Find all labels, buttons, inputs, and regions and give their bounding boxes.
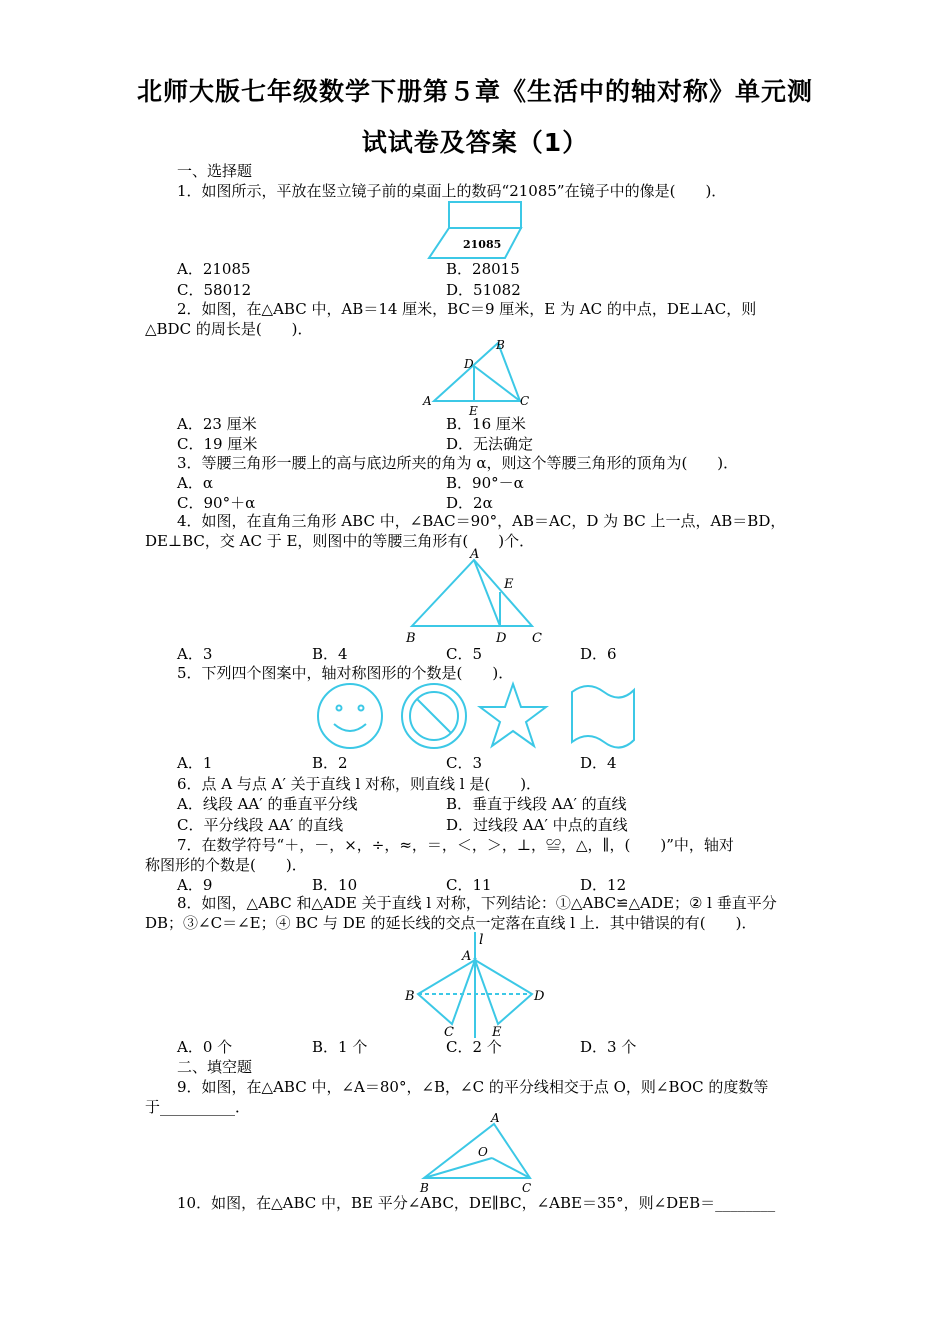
q9-stem-1: 9．如图，在△ABC 中，∠A＝80°，∠B，∠C 的平分线相交于点 O，则∠BOC 的度数等 xyxy=(177,1078,769,1096)
q5-option-c: C．3 xyxy=(446,754,483,772)
q1-option-d: D．51082 xyxy=(446,281,521,299)
q2-stem-1: 2．如图，在△ABC 中，AB＝14 厘米，BC＝9 厘米，E 为 AC 的中点，DE⊥AC，则 xyxy=(177,300,757,318)
q3-stem: 3．等腰三角形一腰上的高与底边所夹的角为 α，则这个等腰三角形的顶角为( )． xyxy=(177,454,739,472)
label-d: D xyxy=(464,357,474,371)
q6-option-b: B．垂直于线段 AA′ 的直线 xyxy=(446,795,627,813)
label-b: B xyxy=(405,989,415,1004)
q9-figure-bisectors xyxy=(414,1108,544,1194)
triangle-abc xyxy=(412,560,532,626)
q7-stem-2: 称图形的个数是( )． xyxy=(145,856,307,874)
q4-option-c: C．5 xyxy=(446,645,483,663)
q2-option-c: C．19 厘米 xyxy=(177,435,258,453)
q7-option-a: A．9 xyxy=(177,876,213,894)
q4-option-b: B．4 xyxy=(312,645,348,663)
q1-option-a: A．21085 xyxy=(177,260,251,278)
label-b: B xyxy=(420,1181,429,1194)
q2-figure-triangle xyxy=(420,335,535,417)
q5-stem: 5．下列四个图案中，轴对称图形的个数是( )． xyxy=(177,664,514,682)
label-o: O xyxy=(478,1145,488,1159)
q5-option-d: D．4 xyxy=(580,754,617,772)
q5-option-a: A．1 xyxy=(177,754,213,772)
q2-option-d: D．无法确定 xyxy=(446,435,534,453)
bisector-bo xyxy=(424,1158,492,1178)
q2-option-b: B．16 厘米 xyxy=(446,415,526,433)
label-a: A xyxy=(470,547,480,562)
title-line-1: 北师大版七年级数学下册第５章《生活中的轴对称》单元测 xyxy=(136,77,813,106)
q5-option-b: B．2 xyxy=(312,754,348,772)
q8-option-c: C．2 个 xyxy=(446,1038,502,1056)
q4-option-a: A．3 xyxy=(177,645,213,663)
mirror-shape xyxy=(449,202,521,228)
triangle-abc xyxy=(418,960,475,1024)
label-c: C xyxy=(444,1025,454,1040)
q8-option-a: A．0 个 xyxy=(177,1038,233,1056)
q3-option-a: A．α xyxy=(177,474,213,492)
q5-figure-patterns xyxy=(310,680,650,752)
q1-figure-mirror xyxy=(425,198,525,263)
q8-figure-symmetry xyxy=(400,930,550,1040)
q2-option-a: A．23 厘米 xyxy=(177,415,257,433)
q7-stem-1: 7．在数学符号“＋，－，×，÷，≈，＝，＜，＞，⊥，≌，△，∥，( )”中，轴对 xyxy=(177,836,734,854)
q9-stem-2: 于__________． xyxy=(145,1098,251,1116)
q3-option-b: B．90°－α xyxy=(446,474,524,492)
title-line-2: 试试卷及答案（1） xyxy=(361,128,589,157)
label-a: A xyxy=(462,949,472,964)
prohibition-sign-icon xyxy=(402,684,466,748)
label-l: l xyxy=(479,932,484,948)
label-b: B xyxy=(406,631,416,646)
q8-option-d: D．3 个 xyxy=(580,1038,637,1056)
q3-option-c: C．90°＋α xyxy=(177,494,256,512)
q4-figure-right-triangle xyxy=(402,546,552,646)
label-a: A xyxy=(423,394,432,408)
star-icon xyxy=(480,684,546,746)
label-e: E xyxy=(504,577,514,592)
label-c: C xyxy=(522,1181,532,1194)
q2-stem-2: △BDC 的周长是( )． xyxy=(145,320,313,338)
smiley-face-icon xyxy=(318,684,382,748)
q3-option-d: D．2α xyxy=(446,494,493,512)
q7-option-c: C．11 xyxy=(446,876,492,894)
label-c: C xyxy=(532,631,542,646)
segment-ad xyxy=(474,560,500,626)
q6-option-d: D．过线段 AA′ 中点的直线 xyxy=(446,816,628,834)
label-a: A xyxy=(491,1111,500,1125)
label-d: D xyxy=(496,631,507,646)
label-b: B xyxy=(496,338,505,352)
q8-stem-2: DB；③∠C＝∠E；④ BC 与 DE 的延长线的交点一定落在直线 l 上．其中错误的有( )． xyxy=(145,914,757,932)
q6-stem: 6．点 A 与点 A′ 关于直线 l 对称，则直线 l 是( )． xyxy=(177,775,542,793)
q10-stem: 10．如图，在△ABC 中，BE 平分∠ABC，DE∥BC，∠ABE＝35°，则∠DEB＝________ xyxy=(177,1194,776,1212)
q6-option-c: C．平分线段 AA′ 的直线 xyxy=(177,816,344,834)
wave-flag-icon xyxy=(572,686,634,748)
section-fill-in: 二、填空题 xyxy=(177,1058,253,1076)
label-d: D xyxy=(534,989,545,1004)
section-choice: 一、选择题 xyxy=(177,162,253,180)
q4-stem-2: DE⊥BC，交 AC 于 E，则图中的等腰三角形有( )个． xyxy=(145,532,535,550)
q7-option-d: D．12 xyxy=(580,876,627,894)
q4-stem-1: 4．如图，在直角三角形 ABC 中，∠BAC＝90°，AB＝AC，D 为 BC 上一点，AB＝BD， xyxy=(177,512,786,530)
q1-option-b: B．28015 xyxy=(446,260,520,278)
q6-option-a: A．线段 AA′ 的垂直平分线 xyxy=(177,795,358,813)
label-e: E xyxy=(469,404,478,417)
q8-option-b: B．1 个 xyxy=(312,1038,368,1056)
q8-stem-1: 8．如图，△ABC 和△ADE 关于直线 l 对称，下列结论：①△ABC≌△ADE；② l 垂直平分 xyxy=(177,894,777,912)
triangle-ade xyxy=(475,960,532,1024)
label-c: C xyxy=(520,394,530,408)
q4-option-d: D．6 xyxy=(580,645,617,663)
q1-stem: 1．如图所示，平放在竖立镜子前的桌面上的数码“21085”在镜子中的像是( )． xyxy=(177,182,727,200)
label-e: E xyxy=(492,1025,502,1040)
q1-digits: 21085 xyxy=(463,238,502,251)
q7-option-b: B．10 xyxy=(312,876,358,894)
q1-option-c: C．58012 xyxy=(177,281,252,299)
